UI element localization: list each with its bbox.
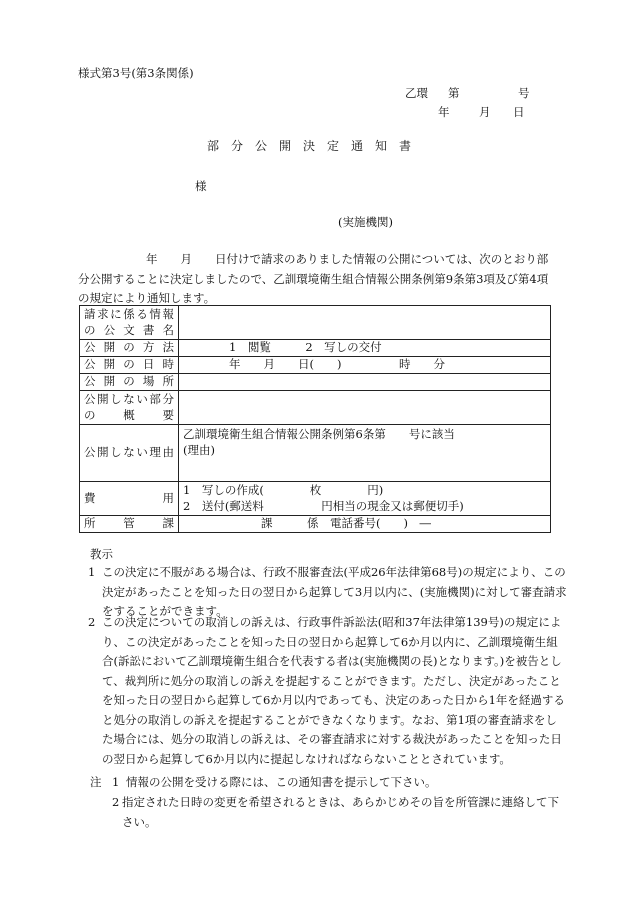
table-value	[179, 482, 551, 516]
table-label: 公開しない部分の概要	[80, 391, 179, 425]
table-row	[80, 482, 551, 516]
instructions-heading: 教示	[90, 547, 113, 561]
table-value	[179, 516, 551, 533]
table-row	[80, 340, 551, 357]
date-day: 日	[513, 105, 525, 119]
notice-body: 年 月 日付けで請求のありました情報の公開については、次のとおり部分公開することに決定しましたので、乙訓環境衛生組合情報公開条例第9条第3項及び第4項の規定により通知します。	[78, 252, 549, 305]
date-year: 年	[438, 105, 450, 119]
table-value	[179, 306, 551, 340]
table-value	[179, 425, 551, 482]
notes-heading: 注	[90, 775, 102, 789]
disclosure-datetime-value: 年 月 日( ) 時 分	[229, 357, 445, 372]
table-row	[80, 516, 551, 533]
table-value	[179, 391, 551, 425]
reason-detail: (理由)	[183, 442, 215, 457]
table-value	[179, 374, 551, 391]
note-text: 指定された日時の変更を希望されるときは、あらかじめその旨を所管課に連絡して下さい。	[122, 795, 559, 829]
note-text: 情報の公開を受ける際には、この通知書を提示して下さい。	[126, 775, 437, 789]
table-label: 費用	[80, 482, 179, 516]
issuer: (実施機関)	[338, 215, 393, 229]
table-label: 請求に係る情報の公文書名	[80, 306, 179, 340]
department-value: 課 係 電話番号( ) ―	[261, 516, 431, 531]
form-number: 様式第3号(第3条関係)	[78, 66, 194, 80]
instruction-text: この決定に不服がある場合は、行政不服審査法(平成26年法律第68号)の規定により、この決定があったことを知った日の翌日から起算して3月以内に、(実施機関)に対して審査請求をすることができます。	[102, 565, 567, 618]
date-month: 月	[479, 105, 491, 119]
note-number: 2	[112, 795, 120, 809]
instruction-number: 1	[88, 565, 96, 579]
reason-article: 乙訓環境衛生組合情報公開条例第6条第 号に該当	[183, 427, 455, 441]
doc-number-dai: 第	[448, 86, 460, 100]
table-value	[179, 340, 551, 357]
table-label: 所管課	[80, 516, 179, 533]
doc-number-go: 号	[518, 86, 530, 100]
table-row	[80, 306, 551, 340]
doc-number-prefix: 乙環	[405, 86, 428, 100]
addressee: 様	[195, 179, 207, 193]
instruction-item	[88, 613, 568, 773]
note-number: 1	[112, 775, 120, 789]
table-label: 公開の場所	[80, 374, 179, 391]
document-number	[405, 85, 530, 102]
table-row	[80, 374, 551, 391]
note-item	[112, 774, 437, 791]
table-row	[80, 357, 551, 374]
disclosure-method-value: 1 閲覧 2 写しの交付	[229, 340, 382, 355]
disclosure-info-table	[79, 305, 551, 533]
instruction-number: 2	[88, 615, 96, 629]
document-title: 部分公開決定通知書	[206, 139, 423, 153]
instruction-text: この決定についての取消しの訴えは、行政事件訴訟法(昭和37年法律第139号)の規定により、この決定があったことを知った日の翌日から起算して6か月以内に、乙訓環境衛生組合(訴訟において乙訓環境衛生組合を代表する者は(実施機関の長)となります。)を被告として、裁判所に処分の取消しの訴えを提起することができます。ただし、決定があったことを知った日の翌日から起算して6か月以内であっても、決定のあった日から1年を経過すると処分の取消しの訴えを提起することができなくなります。なお、第1項の審査請求をした場合には、処分の取消しの訴えは、その審査請求に対する裁決があったことを知った日の翌日から起算して6か月以内に提起しなければならないこととされています。	[102, 615, 565, 766]
table-label: 公開しない理由	[80, 425, 179, 482]
table-value	[179, 357, 551, 374]
table-row	[80, 425, 551, 482]
issue-date	[438, 104, 525, 121]
table-label: 公開の日時	[80, 357, 179, 374]
fee-postage: 2 送付(郵送料 円相当の現金又は郵便切手)	[183, 498, 464, 513]
table-row	[80, 391, 551, 425]
fee-copy: 1 写しの作成( 枚 円)	[183, 483, 384, 497]
table-label: 公開の方法	[80, 340, 179, 357]
